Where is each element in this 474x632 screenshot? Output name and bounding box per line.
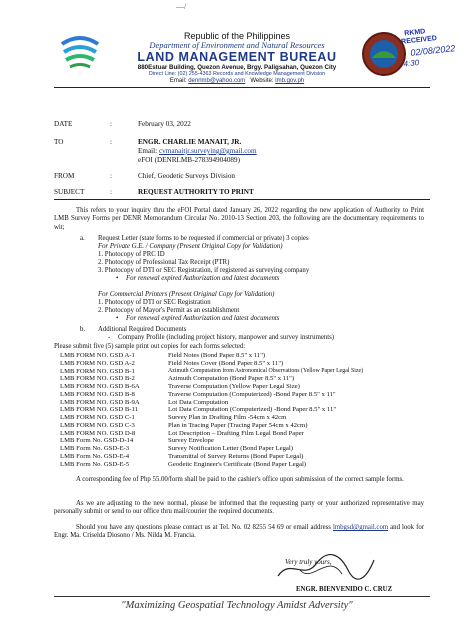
direct-line: Direct Line: (02) 255-4363 Records and Knowledge Management Division (148, 71, 326, 77)
form-row (60, 375, 400, 383)
contact-line (0, 78, 474, 84)
form-row (60, 399, 400, 407)
gsd-email-link[interactable]: lmbgsd@gmail.com (332, 524, 389, 531)
signature-scribble-icon (270, 550, 380, 586)
bullet-icon: • (116, 315, 119, 322)
form-desc: Survey Notification Letter (Bond Paper Legal) (168, 445, 293, 452)
form-row (60, 453, 400, 461)
form-code: LMB FORM NO. GSD D-8 (60, 429, 136, 437)
date-value: February 03, 2022 (138, 120, 191, 128)
form-desc: Field Notes Cover (Bond Paper 8.5" x 11") (168, 359, 284, 367)
forms-list (60, 352, 400, 468)
question-text-a: Should you have any questions please contact us at Tel. No. 02 8255 54 69 or email address (76, 524, 331, 531)
to-email-label: Email: (138, 147, 158, 155)
form-code: LMB FORM NO. GSD A-2 (60, 359, 135, 367)
form-row (60, 430, 400, 438)
form-code: LMB FORM NO. GSD A-1 (60, 352, 135, 359)
department-line: Department of Environment and Natural Resources (149, 40, 325, 50)
form-desc: Lot Data Computation (168, 398, 229, 406)
intro-paragraph: This refers to your inquiry thru the eFOI Portal dated January 26, 2022 regarding the new application of Authority to Print LMB Survey Forms per DENR Memorandum Circular No. 2010-13 Section 203, the following are the documentary requirements to wit; (54, 207, 424, 231)
to-efoi: eFOI (DENRLMB-278394904089) (138, 156, 241, 164)
form-desc: Traverse Computation (Computerized) -Bond Paper 8.5" x 11" (168, 390, 336, 398)
private-item: 3. Photocopy of DTI or SEC Registration, if registered as surveying company (98, 267, 310, 274)
form-row (60, 461, 400, 469)
bureau-website-link[interactable]: lmb.gov.ph (275, 78, 305, 84)
date-colon: : (110, 120, 112, 128)
subject-label: SUBJECT (54, 188, 85, 196)
form-code: LMB Form No. GSD-E-3 (60, 445, 130, 452)
form-row (60, 368, 400, 376)
from-label: FROM (54, 172, 75, 180)
top-mark: —/ (176, 2, 187, 11)
from-colon: : (110, 172, 112, 180)
form-row (60, 445, 400, 453)
stamp-time: 4:30 (403, 58, 420, 69)
fee-paragraph: A corresponding fee of Php 55.00/form shall be paid to the cashier's office upon submission of the correct sample forms. (76, 476, 404, 483)
form-row (60, 383, 400, 391)
to-label: TO (54, 138, 64, 146)
item-b-text: Additional Required Documents (98, 326, 187, 333)
commercial-item: 1. Photocopy of DTI or SEC Registration (98, 299, 211, 306)
form-code: LMB Form No. GSD-E-5 (60, 460, 130, 468)
form-code: LMB Form No. GSD-E-4 (60, 452, 130, 460)
commercial-renewal: For renewal expired Authorization and latest documents (126, 315, 280, 322)
to-colon: : (110, 138, 112, 146)
item-b-marker: b. (80, 326, 86, 333)
private-heading: For Private G.E. / Company (Present Original Copy for Validation) (98, 243, 283, 250)
subject-colon: : (110, 188, 112, 196)
email-label: Email: (169, 78, 187, 84)
form-desc: Traverse Computation (Yellow Paper Legal Size) (168, 383, 300, 390)
stamp-received: RECEIVED (400, 35, 438, 46)
subject-value: REQUEST AUTHORITY TO PRINT (138, 188, 254, 196)
item-b-detail: Company Profile (including project history, manpower and survey instruments) (118, 334, 335, 341)
to-email-line (138, 147, 257, 156)
bullet-icon: • (116, 275, 119, 282)
form-desc: Azimuth Computation (Bond Paper 8.5" x 11") (168, 375, 295, 383)
footer-divider (54, 596, 430, 597)
adjust-paragraph: As we are adjusting to the new normal, please be informed that the requesting party or your authorized representative may personally submit or send to our office thru mail/courier the required documents. (54, 500, 424, 516)
header-divider (54, 199, 430, 200)
form-code: LMB FORM NO. GSD C-3 (60, 421, 135, 429)
closing-line: Very truly yours, (285, 558, 332, 566)
form-code: LMB FORM NO. GSD B-6A (60, 383, 140, 390)
letterhead-divider (54, 87, 430, 88)
item-a-marker: a. (80, 235, 85, 242)
form-desc: Survey Plan in Drafting Film -54cm x 42cm (168, 414, 287, 421)
question-text-b: and look for Engr. Ma. Criselda Diosono / Ms. Nilda M. Francia. (54, 524, 425, 540)
form-row (60, 406, 400, 414)
form-code: LMB FORM NO. GSD B-9A (60, 398, 140, 406)
website-label: Website: (250, 78, 274, 84)
form-row (60, 414, 400, 422)
bureau-title: LAND MANAGEMENT BUREAU (137, 50, 337, 64)
form-row (60, 422, 400, 430)
republic-line: Republic of the Philippines (183, 31, 291, 41)
item-a-text: Request Letter (state forms to be requested if commercial or private) 3 copies (98, 235, 309, 242)
date-label: DATE (54, 120, 73, 128)
form-row (60, 391, 400, 399)
form-code: LMB Form No. GSD-D-14 (60, 437, 134, 445)
form-code: LMB FORM NO. GSD C-1 (60, 414, 135, 421)
footer-motto: "Maximizing Geospatial Technology Amidst Adversity" (121, 600, 353, 611)
signatory-name: ENGR. BIENVENIDO C. CRUZ (296, 586, 393, 593)
form-desc: Lot Data Computation (Computerized) -Bond Paper 8.5" x 11" (168, 406, 337, 414)
form-code: LMB FORM NO. GSD B-8 (60, 390, 135, 398)
stamp-office: RKMD (404, 28, 426, 38)
form-row (60, 360, 400, 368)
form-desc: Transmittal of Survey Returns (Bond Paper Legal) (168, 452, 304, 460)
form-row (60, 352, 400, 360)
form-desc: Azimuth Computation from Astronomical Observations (Yellow Paper Legal Size) (168, 367, 364, 374)
form-code: LMB FORM NO. GSD B-11 (60, 406, 138, 414)
to-name: ENGR. CHARLIE MANAIT, JR. (138, 138, 242, 146)
forms-intro: Please submit five (5) sample print out copies for each forms selected: (54, 343, 246, 350)
commercial-item: 2. Photocopy of Mayor's Permit as an establishment (98, 307, 240, 314)
commercial-heading: For Commercial Printers (Present Original Copy for Validation) (98, 291, 275, 298)
from-value: Chief, Geodetic Surveys Division (138, 172, 236, 180)
question-paragraph (54, 524, 424, 541)
form-code: LMB FORM NO. GSD B-1 (60, 367, 135, 375)
private-item: 2. Photocopy of Professional Tax Receipt (PTR) (98, 259, 230, 266)
to-email-link[interactable]: cvmanaitjr.surveying@gmail.com (158, 147, 257, 155)
private-item: 1. Photocopy of PRC ID (98, 251, 165, 258)
form-code: LMB FORM NO. GSD B-2 (60, 375, 135, 383)
form-row (60, 437, 400, 445)
form-desc: Field Notes (Bond Paper 8.5" x 11") (168, 352, 266, 359)
form-desc: Plan in Tracing Paper (Tracing Paper 54cm x 42cm) (168, 421, 308, 429)
stamp-date: 02/08/2022 (409, 43, 456, 58)
dash-icon: - (108, 334, 111, 341)
private-renewal: For renewal expired Authorization and latest documents (126, 275, 280, 282)
form-desc: Lot Description – Drafting Film Legal Bond Paper (168, 429, 304, 437)
form-desc: Geodetic Engineer's Certificate (Bond Paper Legal) (168, 460, 307, 468)
form-desc: Survey Envelope (168, 437, 214, 445)
bureau-email-link[interactable]: denrlmb@yahoo.com (188, 78, 246, 84)
address-line: 880Estuar Building, Quezon Avenue, Brgy. Paligsahan, Quezon City (137, 64, 337, 71)
